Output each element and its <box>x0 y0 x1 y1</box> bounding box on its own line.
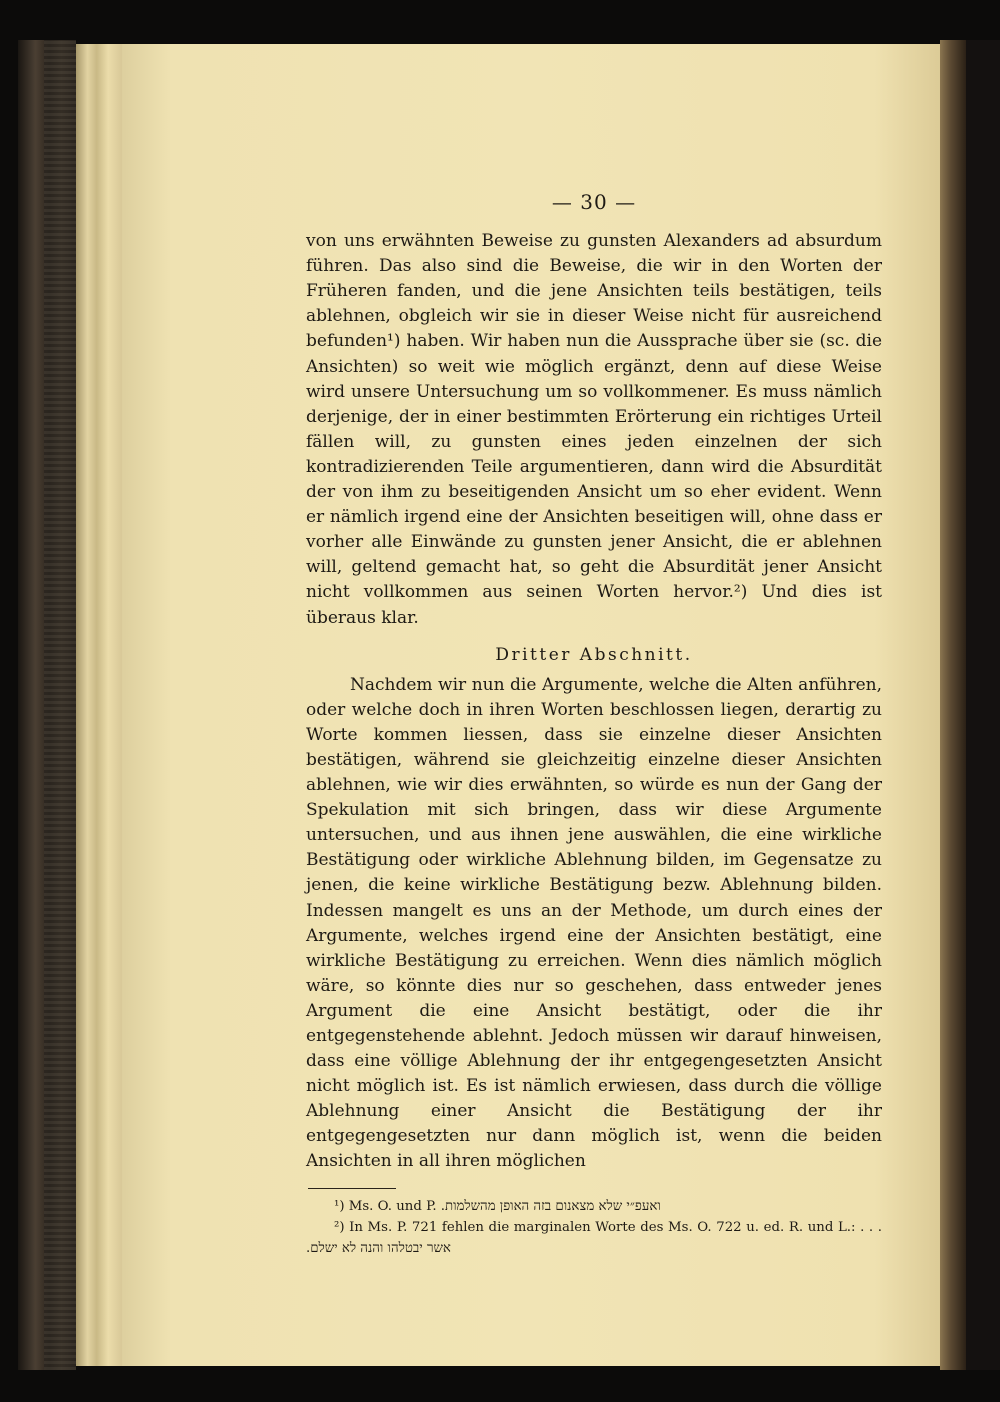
footnote-1-text: ¹) Ms. O. und P. <box>334 1198 437 1214</box>
footnote-2-hebrew: אשר יבטלהו והנה לא ישלם. <box>306 1240 451 1256</box>
cloth-binding <box>44 40 76 1370</box>
footnote-2-text: ²) In Ms. P. 721 fehlen die marginalen Worte des Ms. O. 722 u. ed. R. und L.: . . . <box>334 1219 882 1235</box>
right-page-edge <box>940 40 966 1370</box>
right-background <box>966 40 1000 1370</box>
footnote-2 <box>306 1217 882 1259</box>
footnote-rule <box>308 1188 396 1189</box>
page-content <box>306 190 882 1259</box>
footnote-1 <box>306 1196 882 1217</box>
page-edges <box>76 44 122 1366</box>
paragraph-2: Nachdem wir nun die Argumente, welche die Alten anführen, oder welche doch in ihren Worten beschlossen liegen, derartig zu Worte kommen liessen, dass sie einzelne dieser Ansichten bestätigen, während sie gleichzeitig einzelne dieser Ansichten ablehnen, wie wir dies erwähnten, so würde es nun der Gang der Spekulation mit sich bringen, dass wir diese Argumente untersuchen, und aus ihnen jene auswählen, die eine wirkliche Bestätigung oder wirkliche Ablehnung bilden, im Gegensatze zu jenen, die keine wirkliche Bestätigung bezw. Ablehnung bilden. Indessen mangelt es uns an der Methode, um durch eines der Argumente, welches irgend eine der Ansichten bestätigt, eine wirkliche Bestätigung zu erreichen. Wenn dies nämlich möglich wäre, so könnte dies nur so geschehen, dass entweder jenes Argument die eine Ansicht bestätigt, oder die ihr entgegenstehende ablehnt. Jedoch müssen wir darauf hinweisen, dass eine völlige Ablehnung der ihr entgegengesetzten Ansicht nicht möglich ist. Es ist nämlich erwiesen, dass durch die völlige Ablehnung einer Ansicht die Bestätigung der ihr entgegengesetzten nur dann möglich ist, wenn die beiden Ansichten in all ihren möglichen <box>306 674 882 1172</box>
section-heading: Dritter Abschnitt. <box>495 644 693 665</box>
page-number: — 30 — <box>551 190 637 214</box>
footnote-1-hebrew: ואעפ״י שלא מצאנום בזה האופן מהשלמות. <box>440 1198 661 1214</box>
footnotes <box>306 1196 882 1259</box>
paragraph-1: von uns erwähnten Beweise zu gunsten Alexanders ad absurdum führen. Das also sind die Beweise, die wir in den Worten der Früheren fanden, und die jene Ansichten teils bestätigen, teils ablehnen, obgleich wir sie in dieser Weise nicht für ausreichend befunden¹) haben. Wir haben nun die Aussprache über sie (sc. die Ansichten) so weit wie möglich ergänzt, denn auf diese Weise wird unsere Untersuchung um so vollkommener. Es muss nämlich derjenige, der in einer bestimmten Erörterung ein richtiges Urteil fällen will, zu gunsten eines jeden einzelnen der sich kontradizierenden Teile argumentieren, dann wird die Absurdität der von ihm zu beseitigenden Ansicht um so eher evident. Wenn er nämlich irgend eine der Ansichten beseitigen will, ohne dass er vorher alle Einwände zu gunsten jener Ansicht, die er ablehnen will, geltend gemacht hat, so geht die Absurdität jener Ansicht nicht vollkommen aus seinen Worten hervor.²) Und dies ist überaus klar. <box>306 231 882 628</box>
